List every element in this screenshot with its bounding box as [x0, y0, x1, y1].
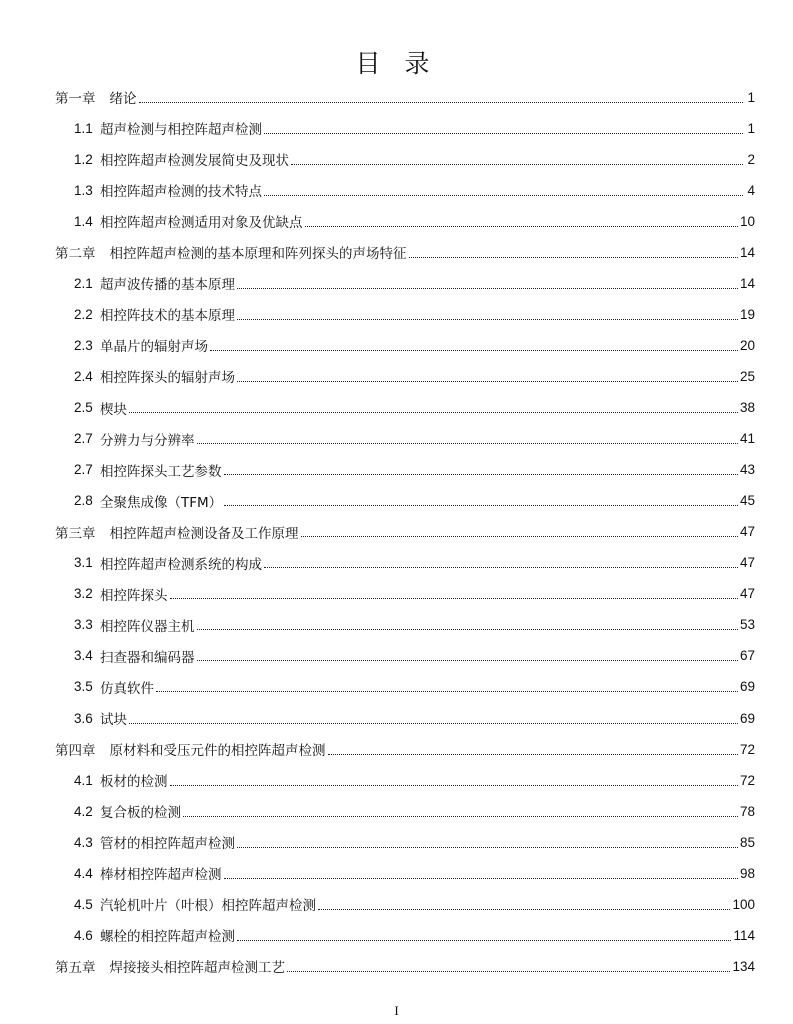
toc-section-entry[interactable] — [74, 922, 755, 948]
toc-section-entry[interactable] — [74, 891, 755, 917]
toc-entry-title: 相控阵技术的基本原理 — [100, 308, 235, 325]
toc-entry-number: 4.3 — [74, 834, 93, 850]
toc-section-entry[interactable] — [74, 177, 755, 203]
toc-section-entry[interactable] — [74, 612, 755, 638]
toc-chapter-entry[interactable] — [55, 953, 755, 979]
dot-leader — [224, 878, 738, 879]
toc-entry-page: 98 — [739, 865, 755, 881]
toc-entry-title: 分辨力与分辨率 — [100, 432, 195, 449]
toc-entry-page: 10 — [739, 213, 755, 229]
toc-entry-title: 相控阵超声检测的技术特点 — [100, 184, 262, 201]
toc-entry-number: 2.3 — [74, 337, 93, 353]
toc-entry-title: 管材的相控阵超声检测 — [100, 836, 235, 853]
toc-entry-title: 相控阵仪器主机 — [100, 618, 195, 635]
toc-chapter-entry[interactable] — [55, 84, 755, 110]
toc-entry-number: 4.1 — [74, 772, 93, 788]
toc-entry-title: 全聚焦成像（TFM） — [100, 494, 223, 511]
dot-leader — [328, 754, 738, 755]
toc-entry-page: 4 — [747, 182, 755, 198]
toc-entry-page: 41 — [739, 431, 755, 447]
toc-entry-page: 47 — [739, 524, 755, 540]
toc-chapter-entry[interactable] — [55, 736, 755, 762]
dot-leader — [183, 816, 738, 817]
toc-entry-number: 第二章 — [55, 246, 96, 262]
toc-entry-page: 72 — [739, 741, 755, 757]
toc-entry-number: 4.6 — [74, 927, 93, 943]
toc-section-entry[interactable] — [74, 208, 755, 234]
toc-section-entry[interactable] — [74, 798, 755, 824]
toc-entry-title: 板材的检测 — [100, 774, 168, 791]
toc-entry-number: 第一章 — [55, 91, 96, 106]
toc-entry-title: 相控阵探头工艺参数 — [100, 463, 222, 480]
toc-section-entry[interactable] — [74, 146, 755, 172]
toc-entry-number: 2.8 — [74, 493, 93, 509]
page-title: 目 录 — [355, 49, 438, 78]
toc-section-entry[interactable] — [74, 301, 755, 327]
toc-entry-title: 相控阵超声检测发展简史及现状 — [100, 153, 289, 170]
toc-entry-number: 3.4 — [74, 648, 93, 664]
toc-entry-title: 相控阵探头 — [100, 587, 168, 604]
toc-entry-page: 47 — [739, 555, 755, 571]
dot-leader — [237, 940, 731, 941]
toc-entry-page: 72 — [739, 772, 755, 788]
dot-leader — [264, 567, 738, 568]
toc-entry-number: 3.3 — [74, 617, 93, 633]
toc-section-entry[interactable] — [74, 860, 755, 886]
dot-leader — [291, 164, 743, 165]
toc-entry-page: 53 — [739, 617, 755, 633]
toc-entry-title: 棒材相控阵超声检测 — [100, 867, 222, 884]
toc-entry-title: 扫查器和编码器 — [100, 649, 195, 666]
toc-section-entry[interactable] — [74, 674, 755, 700]
dot-leader — [287, 971, 730, 972]
toc-entry-title: 试块 — [100, 712, 127, 728]
toc-section-entry[interactable] — [74, 115, 755, 141]
toc-entry-number: 3.5 — [74, 679, 93, 695]
toc-entry-number: 4.2 — [74, 803, 93, 819]
dot-leader — [409, 257, 738, 258]
toc-entry-number: 4.5 — [74, 896, 93, 912]
dot-leader — [264, 195, 743, 196]
dot-leader — [224, 505, 738, 506]
toc-entry-title: 相控阵探头的辐射声场 — [100, 370, 235, 387]
dot-leader — [301, 536, 738, 537]
toc-section-entry[interactable] — [74, 643, 755, 669]
toc-section-entry[interactable] — [74, 395, 755, 421]
toc-entry-title: 相控阵超声检测适用对象及优缺点 — [100, 215, 303, 232]
toc-entry-number: 3.2 — [74, 586, 93, 602]
toc-entry-page: 25 — [739, 368, 755, 384]
dot-leader — [197, 629, 738, 630]
dot-leader — [237, 381, 738, 382]
toc-entry-page: 2 — [747, 151, 755, 167]
toc-entry-title: 复合板的检测 — [100, 805, 181, 822]
toc-section-entry[interactable] — [74, 705, 755, 731]
dot-leader — [237, 288, 738, 289]
toc-entry-number: 1.3 — [74, 182, 93, 198]
toc-entry-number: 第四章 — [55, 743, 96, 759]
toc-section-entry[interactable] — [74, 426, 755, 452]
toc-entry-page: 45 — [739, 493, 755, 509]
toc-entry-page: 69 — [739, 679, 755, 695]
toc-entry-number: 第五章 — [55, 960, 96, 976]
dot-leader — [129, 412, 738, 413]
toc-entry-number: 1.4 — [74, 213, 93, 229]
toc-entry-title: 汽轮机叶片（叶根）相控阵超声检测 — [100, 898, 316, 915]
dot-leader — [305, 226, 738, 227]
toc-entry-page: 114 — [733, 927, 755, 943]
toc-entry-page: 38 — [739, 400, 755, 415]
toc-entry-number: 1.2 — [74, 151, 93, 167]
toc-entry-number: 2.5 — [74, 400, 93, 415]
dot-leader — [210, 350, 738, 351]
toc-entry-number: 2.4 — [74, 368, 93, 384]
toc-section-entry[interactable] — [74, 581, 755, 607]
toc-entry-number: 3.6 — [74, 710, 93, 726]
toc-entry-page: 78 — [739, 803, 755, 819]
toc-section-entry[interactable] — [74, 488, 755, 514]
toc-entry-number: 3.1 — [74, 555, 93, 571]
toc-entry-title: 焊接接头相控阵超声检测工艺 — [109, 960, 285, 977]
toc-entry-number: 2.7 — [74, 431, 93, 447]
toc-entry-number: 1.1 — [74, 120, 93, 136]
toc-entry-page: 43 — [739, 462, 755, 478]
dot-leader — [170, 598, 738, 599]
toc-entry-page: 1 — [747, 120, 755, 136]
toc-entry-page: 14 — [739, 244, 755, 260]
toc-chapter-entry[interactable] — [55, 239, 755, 265]
toc-entry-number: 2.7 — [74, 462, 93, 478]
toc-entry-page: 69 — [739, 710, 755, 726]
dot-leader — [197, 660, 738, 661]
toc-section-entry[interactable] — [74, 363, 755, 389]
dot-leader — [197, 443, 738, 444]
toc-section-entry[interactable] — [74, 550, 755, 576]
toc-entry-page: 1 — [747, 89, 755, 105]
dot-leader — [139, 102, 744, 103]
dot-leader — [237, 319, 738, 320]
toc-entry-title: 仿真软件 — [100, 680, 154, 697]
dot-leader — [156, 691, 738, 692]
toc-entry-page: 67 — [739, 648, 755, 664]
toc-chapter-entry[interactable] — [55, 519, 755, 545]
toc-entry-title: 相控阵超声检测设备及工作原理 — [109, 525, 299, 542]
toc-entry-number: 2.1 — [74, 275, 93, 291]
toc-section-entry[interactable] — [74, 332, 755, 358]
dot-leader — [318, 909, 730, 910]
dot-leader — [264, 133, 743, 134]
toc-entry-title: 超声波传播的基本原理 — [100, 277, 235, 294]
toc-entry-title: 绪论 — [109, 91, 137, 107]
toc-entry-title: 单晶片的辐射声场 — [100, 339, 208, 356]
toc-entry-page: 85 — [739, 834, 755, 850]
dot-leader — [170, 785, 738, 786]
toc-entry-number: 4.4 — [74, 865, 93, 881]
toc-section-entry[interactable] — [74, 767, 755, 793]
toc-entry-title: 超声检测与相控阵超声检测 — [100, 122, 262, 139]
page-number: I — [394, 1003, 399, 1018]
toc-entry-page: 100 — [732, 896, 755, 912]
toc-entry-title: 相控阵超声检测系统的构成 — [100, 556, 262, 573]
toc-entry-title: 楔块 — [100, 401, 127, 418]
toc-entry-title: 相控阵超声检测的基本原理和阵列探头的声场特征 — [109, 246, 407, 263]
toc-section-entry[interactable] — [74, 457, 755, 483]
toc-entry-page: 47 — [739, 586, 755, 602]
toc-entry-number: 2.2 — [74, 306, 93, 322]
dot-leader — [129, 723, 738, 724]
toc-entry-title: 原材料和受压元件的相控阵超声检测 — [109, 743, 326, 760]
dot-leader — [224, 474, 738, 475]
toc-entry-number: 第三章 — [55, 525, 96, 541]
toc-entry-page: 134 — [732, 958, 755, 974]
toc-entry-page: 20 — [739, 337, 755, 353]
toc-entry-title: 螺栓的相控阵超声检测 — [100, 929, 235, 946]
toc-entry-page: 19 — [739, 306, 755, 322]
dot-leader — [237, 847, 738, 848]
toc-section-entry[interactable] — [74, 270, 755, 296]
toc-entry-page: 14 — [739, 275, 755, 291]
toc-section-entry[interactable] — [74, 829, 755, 855]
